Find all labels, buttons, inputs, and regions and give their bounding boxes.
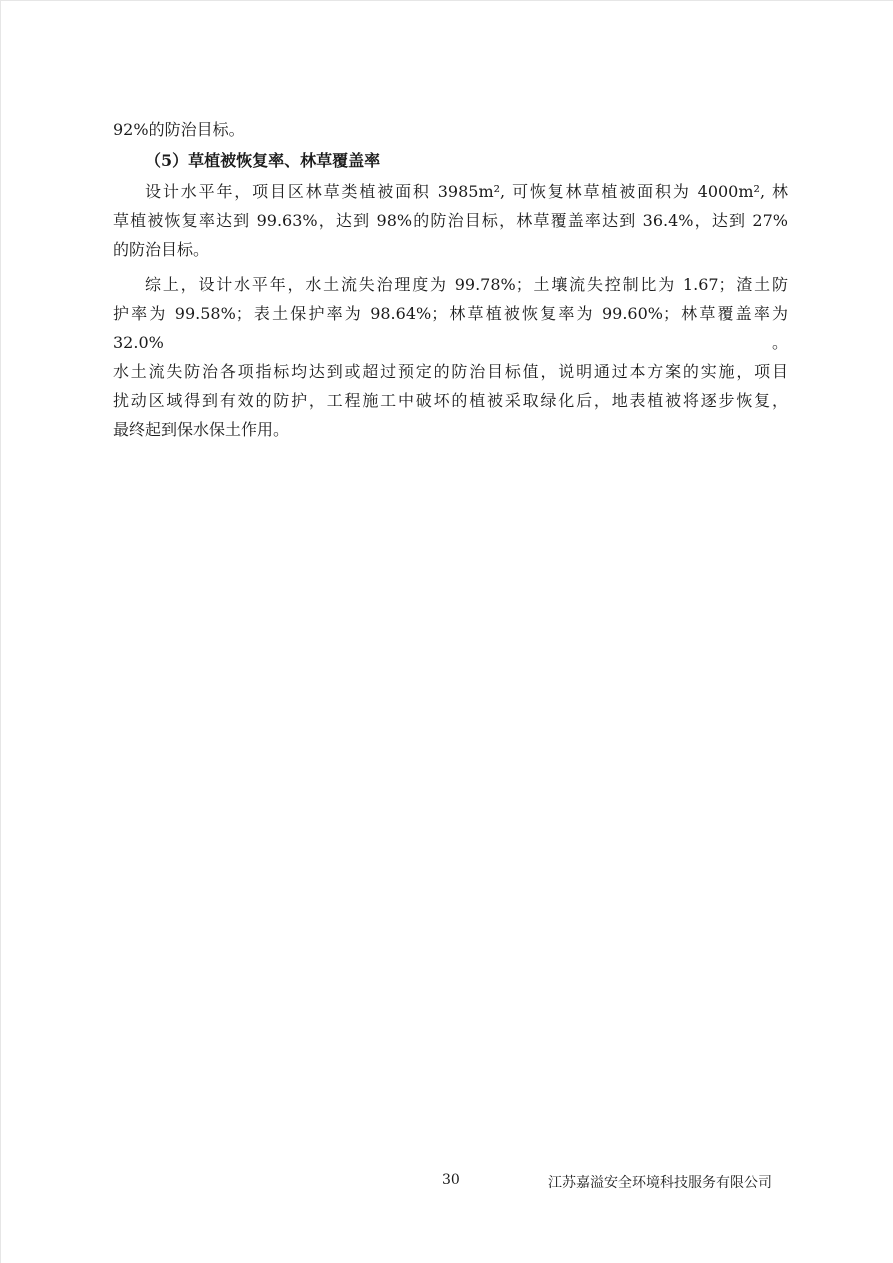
footer-company: 江苏嘉溢安全环境科技服务有限公司 bbox=[548, 1175, 772, 1191]
text-line: 92%的防治目标。 bbox=[113, 120, 245, 139]
text-line: 水土流失防治各项指标均达到或超过预定的防治目标值，说明通过本方案的实施，项目 bbox=[113, 362, 788, 381]
text-line: 扰动区域得到有效的防护，工程施工中破坏的植被采取绿化后，地表植被将逐步恢复， bbox=[113, 391, 788, 410]
text-line: 最终起到保水保土作用。 bbox=[113, 420, 290, 439]
text-line: 综上，设计水平年，水土流失治理度为 99.78%；土壤流失控制比为 1.67；渣土防 bbox=[145, 275, 788, 294]
page-number: 30 bbox=[442, 1172, 460, 1188]
section-heading: （5）草植被恢复率、林草覆盖率 bbox=[145, 151, 381, 170]
text-line: 设计水平年，项目区林草类植被面积 3985m², 可恢复林草植被面积为 4000m², 林 bbox=[145, 182, 788, 201]
body-text bbox=[113, 115, 788, 444]
text-line: 护率为 99.58%；表土保护率为 98.64%；林草植被恢复率为 99.60%；林草覆盖率为 32.0%。 bbox=[113, 304, 788, 352]
text-line: 的防治目标。 bbox=[113, 240, 210, 259]
text-line: 草植被恢复率达到 99.63%，达到 98%的防治目标，林草覆盖率达到 36.4%，达到 27% bbox=[113, 211, 788, 230]
